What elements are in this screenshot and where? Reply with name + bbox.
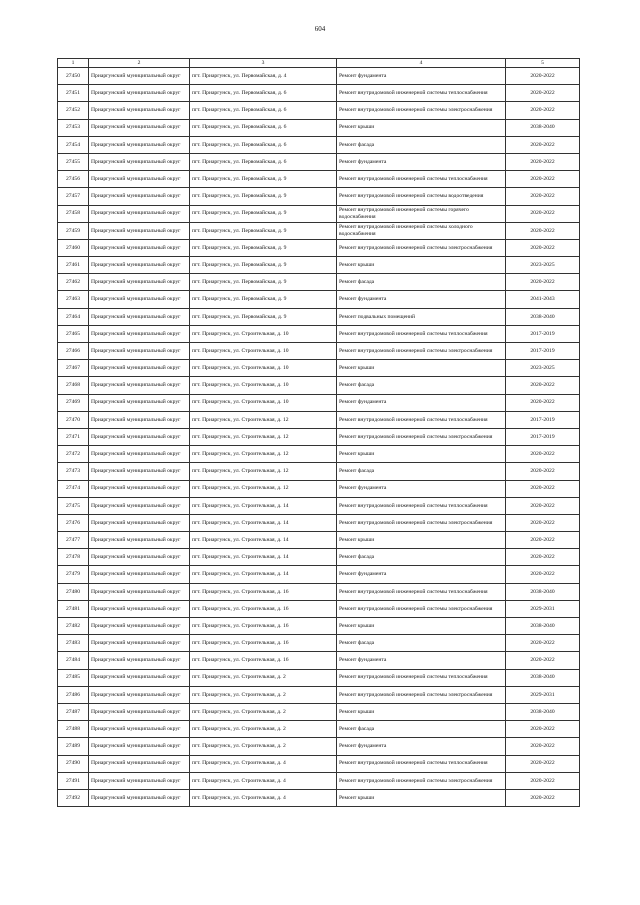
- table-row: [58, 222, 580, 239]
- municipality-cell: Приаргунский муниципальный округ: [89, 686, 190, 703]
- address-cell: пгт. Приаргунск, ул. Первомайская, д. 6: [190, 153, 337, 170]
- municipality-cell: Приаргунский муниципальный округ: [89, 566, 190, 583]
- municipality-cell: Приаргунский муниципальный округ: [89, 205, 190, 222]
- table-row: [58, 102, 580, 119]
- address-cell: пгт. Приаргунск, ул. Строительная, д. 16: [190, 618, 337, 635]
- work-type-cell: Ремонт крыши: [337, 257, 506, 274]
- table-row: [58, 274, 580, 291]
- work-type-cell: Ремонт фундамента: [337, 652, 506, 669]
- municipality-cell: Приаргунский муниципальный округ: [89, 257, 190, 274]
- municipality-cell: Приаргунский муниципальный округ: [89, 119, 190, 136]
- municipality-cell: Приаргунский муниципальный округ: [89, 789, 190, 806]
- address-cell: пгт. Приаргунск, ул. Строительная, д. 4: [190, 789, 337, 806]
- period-cell: 2020-2022: [506, 532, 580, 549]
- municipality-cell: Приаргунский муниципальный округ: [89, 652, 190, 669]
- table-row: [58, 343, 580, 360]
- work-type-cell: Ремонт внутридомовой инженерной системы электроснабжения: [337, 102, 506, 119]
- period-cell: 2020-2022: [506, 566, 580, 583]
- table-header-row: [58, 59, 580, 68]
- row-number-cell: 27492: [58, 789, 89, 806]
- row-number-cell: 27452: [58, 102, 89, 119]
- period-cell: 2041-2043: [506, 291, 580, 308]
- table-row: [58, 738, 580, 755]
- period-cell: 2020-2022: [506, 205, 580, 222]
- address-cell: пгт. Приаргунск, ул. Строительная, д. 2: [190, 686, 337, 703]
- table-row: [58, 755, 580, 772]
- work-type-cell: Ремонт внутридомовой инженерной системы электроснабжения: [337, 772, 506, 789]
- work-type-cell: Ремонт внутридомовой инженерной системы водоотведения: [337, 188, 506, 205]
- municipality-cell: Приаргунский муниципальный округ: [89, 618, 190, 635]
- municipality-cell: Приаргунский муниципальный округ: [89, 772, 190, 789]
- period-cell: 2020-2022: [506, 480, 580, 497]
- period-cell: 2038-2040: [506, 308, 580, 325]
- row-number-cell: 27458: [58, 205, 89, 222]
- municipality-cell: Приаргунский муниципальный округ: [89, 669, 190, 686]
- municipality-cell: Приаргунский муниципальный округ: [89, 239, 190, 256]
- table-row: [58, 721, 580, 738]
- table-row: [58, 789, 580, 806]
- table-row: [58, 497, 580, 514]
- period-cell: 2020-2022: [506, 789, 580, 806]
- row-number-cell: 27464: [58, 308, 89, 325]
- period-cell: 2020-2022: [506, 274, 580, 291]
- row-number-cell: 27474: [58, 480, 89, 497]
- municipality-cell: Приаргунский муниципальный округ: [89, 274, 190, 291]
- address-cell: пгт. Приаргунск, ул. Первомайская, д. 9: [190, 188, 337, 205]
- address-cell: пгт. Приаргунск, ул. Строительная, д. 10: [190, 394, 337, 411]
- municipality-cell: Приаргунский муниципальный округ: [89, 463, 190, 480]
- address-cell: пгт. Приаргунск, ул. Первомайская, д. 9: [190, 257, 337, 274]
- municipality-cell: Приаргунский муниципальный округ: [89, 514, 190, 531]
- table-row: [58, 119, 580, 136]
- table-body: [58, 68, 580, 807]
- row-number-cell: 27478: [58, 549, 89, 566]
- municipality-cell: Приаргунский муниципальный округ: [89, 325, 190, 342]
- table-row: [58, 377, 580, 394]
- work-type-cell: Ремонт внутридомовой инженерной системы холодного водоснабжения: [337, 222, 506, 239]
- work-type-cell: Ремонт внутридомовой инженерной системы теплоснабжения: [337, 411, 506, 428]
- table-row: [58, 308, 580, 325]
- municipality-cell: Приаргунский муниципальный округ: [89, 755, 190, 772]
- work-type-cell: Ремонт внутридомовой инженерной системы теплоснабжения: [337, 669, 506, 686]
- address-cell: пгт. Приаргунск, ул. Строительная, д. 4: [190, 772, 337, 789]
- row-number-cell: 27461: [58, 257, 89, 274]
- table-row: [58, 463, 580, 480]
- address-cell: пгт. Приаргунск, ул. Первомайская, д. 4: [190, 68, 337, 85]
- work-type-cell: Ремонт фасада: [337, 377, 506, 394]
- address-cell: пгт. Приаргунск, ул. Строительная, д. 2: [190, 703, 337, 720]
- table-row: [58, 325, 580, 342]
- table-row: [58, 428, 580, 445]
- work-type-cell: Ремонт фасада: [337, 721, 506, 738]
- row-number-cell: 27456: [58, 171, 89, 188]
- table-row: [58, 446, 580, 463]
- table-row: [58, 360, 580, 377]
- municipality-cell: Приаргунский муниципальный округ: [89, 446, 190, 463]
- period-cell: 2020-2022: [506, 153, 580, 170]
- table-row: [58, 549, 580, 566]
- work-type-cell: Ремонт подвальных помещений: [337, 308, 506, 325]
- address-cell: пгт. Приаргунск, ул. Строительная, д. 10: [190, 343, 337, 360]
- work-type-cell: Ремонт внутридомовой инженерной системы электроснабжения: [337, 428, 506, 445]
- table-row: [58, 153, 580, 170]
- work-type-cell: Ремонт крыши: [337, 119, 506, 136]
- column-header-4: 4: [337, 59, 506, 68]
- period-cell: 2017-2019: [506, 343, 580, 360]
- municipality-cell: Приаргунский муниципальный округ: [89, 222, 190, 239]
- period-cell: 2020-2022: [506, 102, 580, 119]
- municipality-cell: Приаргунский муниципальный округ: [89, 291, 190, 308]
- work-type-cell: Ремонт внутридомовой инженерной системы теплоснабжения: [337, 325, 506, 342]
- work-type-cell: Ремонт фундамента: [337, 394, 506, 411]
- period-cell: 2020-2022: [506, 188, 580, 205]
- period-cell: 2020-2022: [506, 68, 580, 85]
- row-number-cell: 27459: [58, 222, 89, 239]
- row-number-cell: 27463: [58, 291, 89, 308]
- municipality-cell: Приаргунский муниципальный округ: [89, 480, 190, 497]
- table-row: [58, 480, 580, 497]
- work-type-cell: Ремонт фундамента: [337, 566, 506, 583]
- row-number-cell: 27450: [58, 68, 89, 85]
- period-cell: 2038-2040: [506, 119, 580, 136]
- row-number-cell: 27476: [58, 514, 89, 531]
- table-row: [58, 652, 580, 669]
- municipality-cell: Приаргунский муниципальный округ: [89, 411, 190, 428]
- address-cell: пгт. Приаргунск, ул. Строительная, д. 10: [190, 360, 337, 377]
- row-number-cell: 27467: [58, 360, 89, 377]
- table-row: [58, 239, 580, 256]
- address-cell: пгт. Приаргунск, ул. Строительная, д. 2: [190, 738, 337, 755]
- address-cell: пгт. Приаргунск, ул. Строительная, д. 12: [190, 428, 337, 445]
- table-row: [58, 136, 580, 153]
- work-type-cell: Ремонт внутридомовой инженерной системы электроснабжения: [337, 239, 506, 256]
- municipality-cell: Приаргунский муниципальный округ: [89, 428, 190, 445]
- period-cell: 2020-2022: [506, 549, 580, 566]
- address-cell: пгт. Приаргунск, ул. Строительная, д. 14: [190, 549, 337, 566]
- municipality-cell: Приаргунский муниципальный округ: [89, 721, 190, 738]
- row-number-cell: 27473: [58, 463, 89, 480]
- row-number-cell: 27491: [58, 772, 89, 789]
- period-cell: 2038-2040: [506, 618, 580, 635]
- row-number-cell: 27454: [58, 136, 89, 153]
- period-cell: 2017-2019: [506, 325, 580, 342]
- row-number-cell: 27455: [58, 153, 89, 170]
- table-row: [58, 635, 580, 652]
- period-cell: 2020-2022: [506, 394, 580, 411]
- table-row: [58, 583, 580, 600]
- row-number-cell: 27457: [58, 188, 89, 205]
- period-cell: 2020-2022: [506, 652, 580, 669]
- period-cell: 2017-2019: [506, 428, 580, 445]
- work-type-cell: Ремонт крыши: [337, 532, 506, 549]
- period-cell: 2020-2022: [506, 463, 580, 480]
- row-number-cell: 27485: [58, 669, 89, 686]
- address-cell: пгт. Приаргунск, ул. Строительная, д. 10: [190, 325, 337, 342]
- work-type-cell: Ремонт крыши: [337, 618, 506, 635]
- table-row: [58, 205, 580, 222]
- table-row: [58, 532, 580, 549]
- address-cell: пгт. Приаргунск, ул. Строительная, д. 14: [190, 497, 337, 514]
- work-type-cell: Ремонт крыши: [337, 360, 506, 377]
- row-number-cell: 27468: [58, 377, 89, 394]
- address-cell: пгт. Приаргунск, ул. Первомайская, д. 6: [190, 85, 337, 102]
- row-number-cell: 27484: [58, 652, 89, 669]
- work-type-cell: Ремонт внутридомовой инженерной системы электроснабжения: [337, 514, 506, 531]
- work-type-cell: Ремонт фасада: [337, 274, 506, 291]
- work-type-cell: Ремонт фундамента: [337, 480, 506, 497]
- municipality-cell: Приаргунский муниципальный округ: [89, 532, 190, 549]
- period-cell: 2029-2031: [506, 600, 580, 617]
- column-header-3: 3: [190, 59, 337, 68]
- table-row: [58, 703, 580, 720]
- work-type-cell: Ремонт крыши: [337, 446, 506, 463]
- row-number-cell: 27488: [58, 721, 89, 738]
- address-cell: пгт. Приаргунск, ул. Строительная, д. 12: [190, 411, 337, 428]
- page-number: 604: [314, 25, 326, 33]
- address-cell: пгт. Приаргунск, ул. Строительная, д. 12: [190, 480, 337, 497]
- municipality-cell: Приаргунский муниципальный округ: [89, 188, 190, 205]
- row-number-cell: 27486: [58, 686, 89, 703]
- period-cell: 2020-2022: [506, 755, 580, 772]
- table-row: [58, 85, 580, 102]
- municipality-cell: Приаргунский муниципальный округ: [89, 549, 190, 566]
- municipality-cell: Приаргунский муниципальный округ: [89, 68, 190, 85]
- table-row: [58, 514, 580, 531]
- period-cell: 2020-2022: [506, 377, 580, 394]
- address-cell: пгт. Приаргунск, ул. Строительная, д. 12: [190, 463, 337, 480]
- address-cell: пгт. Приаргунск, ул. Строительная, д. 2: [190, 669, 337, 686]
- work-type-cell: Ремонт внутридомовой инженерной системы электроснабжения: [337, 600, 506, 617]
- work-type-cell: Ремонт фасада: [337, 549, 506, 566]
- period-cell: 2020-2022: [506, 721, 580, 738]
- municipality-cell: Приаргунский муниципальный округ: [89, 497, 190, 514]
- address-cell: пгт. Приаргунск, ул. Строительная, д. 16: [190, 652, 337, 669]
- municipality-cell: Приаргунский муниципальный округ: [89, 583, 190, 600]
- work-type-cell: Ремонт внутридомовой инженерной системы теплоснабжения: [337, 85, 506, 102]
- address-cell: пгт. Приаргунск, ул. Первомайская, д. 9: [190, 308, 337, 325]
- period-cell: 2038-2040: [506, 669, 580, 686]
- work-type-cell: Ремонт фасада: [337, 136, 506, 153]
- work-type-cell: Ремонт внутридомовой инженерной системы электроснабжения: [337, 686, 506, 703]
- period-cell: 2029-2031: [506, 686, 580, 703]
- municipality-cell: Приаргунский муниципальный округ: [89, 600, 190, 617]
- table-row: [58, 188, 580, 205]
- address-cell: пгт. Приаргунск, ул. Первомайская, д. 6: [190, 136, 337, 153]
- table-row: [58, 686, 580, 703]
- table-row: [58, 411, 580, 428]
- address-cell: пгт. Приаргунск, ул. Строительная, д. 4: [190, 755, 337, 772]
- work-type-cell: Ремонт фундамента: [337, 738, 506, 755]
- row-number-cell: 27490: [58, 755, 89, 772]
- work-type-cell: Ремонт внутридомовой инженерной системы теплоснабжения: [337, 497, 506, 514]
- address-cell: пгт. Приаргунск, ул. Строительная, д. 12: [190, 446, 337, 463]
- municipality-cell: Приаргунский муниципальный округ: [89, 85, 190, 102]
- address-cell: пгт. Приаргунск, ул. Строительная, д. 14: [190, 514, 337, 531]
- municipality-cell: Приаргунский муниципальный округ: [89, 102, 190, 119]
- row-number-cell: 27466: [58, 343, 89, 360]
- column-header-1: 1: [58, 59, 89, 68]
- row-number-cell: 27465: [58, 325, 89, 342]
- row-number-cell: 27469: [58, 394, 89, 411]
- row-number-cell: 27480: [58, 583, 89, 600]
- period-cell: 2020-2022: [506, 635, 580, 652]
- work-type-cell: Ремонт фундамента: [337, 291, 506, 308]
- table-row: [58, 171, 580, 188]
- table-row: [58, 394, 580, 411]
- row-number-cell: 27489: [58, 738, 89, 755]
- work-type-cell: Ремонт внутридомовой инженерной системы теплоснабжения: [337, 583, 506, 600]
- work-type-cell: Ремонт фасада: [337, 463, 506, 480]
- period-cell: 2020-2022: [506, 85, 580, 102]
- period-cell: 2020-2022: [506, 222, 580, 239]
- address-cell: пгт. Приаргунск, ул. Строительная, д. 16: [190, 583, 337, 600]
- row-number-cell: 27481: [58, 600, 89, 617]
- table-row: [58, 600, 580, 617]
- work-type-cell: Ремонт внутридомовой инженерной системы горячего водоснабжения: [337, 205, 506, 222]
- period-cell: 2020-2022: [506, 772, 580, 789]
- period-cell: 2038-2040: [506, 703, 580, 720]
- work-type-cell: Ремонт крыши: [337, 789, 506, 806]
- municipality-cell: Приаргунский муниципальный округ: [89, 703, 190, 720]
- period-cell: 2020-2022: [506, 514, 580, 531]
- period-cell: 2020-2022: [506, 738, 580, 755]
- address-cell: пгт. Приаргунск, ул. Первомайская, д. 9: [190, 205, 337, 222]
- municipality-cell: Приаргунский муниципальный округ: [89, 308, 190, 325]
- period-cell: 2023-2025: [506, 257, 580, 274]
- municipality-cell: Приаргунский муниципальный округ: [89, 153, 190, 170]
- work-type-cell: Ремонт внутридомовой инженерной системы теплоснабжения: [337, 171, 506, 188]
- address-cell: пгт. Приаргунск, ул. Первомайская, д. 9: [190, 171, 337, 188]
- address-cell: пгт. Приаргунск, ул. Строительная, д. 2: [190, 721, 337, 738]
- row-number-cell: 27479: [58, 566, 89, 583]
- column-header-5: 5: [506, 59, 580, 68]
- row-number-cell: 27462: [58, 274, 89, 291]
- municipality-cell: Приаргунский муниципальный округ: [89, 394, 190, 411]
- repair-schedule-table: [57, 58, 580, 807]
- row-number-cell: 27460: [58, 239, 89, 256]
- address-cell: пгт. Приаргунск, ул. Первомайская, д. 9: [190, 274, 337, 291]
- row-number-cell: 27483: [58, 635, 89, 652]
- address-cell: пгт. Приаргунск, ул. Первомайская, д. 9: [190, 222, 337, 239]
- table-row: [58, 669, 580, 686]
- work-type-cell: Ремонт фундамента: [337, 153, 506, 170]
- row-number-cell: 27487: [58, 703, 89, 720]
- work-type-cell: Ремонт внутридомовой инженерной системы теплоснабжения: [337, 755, 506, 772]
- period-cell: 2020-2022: [506, 136, 580, 153]
- period-cell: 2020-2022: [506, 171, 580, 188]
- row-number-cell: 27472: [58, 446, 89, 463]
- municipality-cell: Приаргунский муниципальный округ: [89, 136, 190, 153]
- work-type-cell: Ремонт внутридомовой инженерной системы электроснабжения: [337, 343, 506, 360]
- row-number-cell: 27470: [58, 411, 89, 428]
- municipality-cell: Приаргунский муниципальный округ: [89, 343, 190, 360]
- period-cell: 2017-2019: [506, 411, 580, 428]
- period-cell: 2020-2022: [506, 239, 580, 256]
- work-type-cell: Ремонт крыши: [337, 703, 506, 720]
- address-cell: пгт. Приаргунск, ул. Первомайская, д. 6: [190, 102, 337, 119]
- work-type-cell: Ремонт фасада: [337, 635, 506, 652]
- address-cell: пгт. Приаргунск, ул. Строительная, д. 16: [190, 635, 337, 652]
- period-cell: 2023-2025: [506, 360, 580, 377]
- table-row: [58, 618, 580, 635]
- address-cell: пгт. Приаргунск, ул. Строительная, д. 14: [190, 532, 337, 549]
- period-cell: 2020-2022: [506, 446, 580, 463]
- address-cell: пгт. Приаргунск, ул. Первомайская, д. 9: [190, 291, 337, 308]
- period-cell: 2020-2022: [506, 497, 580, 514]
- table-row: [58, 68, 580, 85]
- row-number-cell: 27451: [58, 85, 89, 102]
- address-cell: пгт. Приаргунск, ул. Первомайская, д. 6: [190, 119, 337, 136]
- municipality-cell: Приаргунский муниципальный округ: [89, 360, 190, 377]
- period-cell: 2038-2040: [506, 583, 580, 600]
- work-type-cell: Ремонт фундамента: [337, 68, 506, 85]
- row-number-cell: 27475: [58, 497, 89, 514]
- address-cell: пгт. Приаргунск, ул. Строительная, д. 10: [190, 377, 337, 394]
- row-number-cell: 27482: [58, 618, 89, 635]
- address-cell: пгт. Приаргунск, ул. Строительная, д. 14: [190, 566, 337, 583]
- table-row: [58, 566, 580, 583]
- address-cell: пгт. Приаргунск, ул. Первомайская, д. 9: [190, 239, 337, 256]
- row-number-cell: 27471: [58, 428, 89, 445]
- address-cell: пгт. Приаргунск, ул. Строительная, д. 16: [190, 600, 337, 617]
- municipality-cell: Приаргунский муниципальный округ: [89, 171, 190, 188]
- table-row: [58, 772, 580, 789]
- row-number-cell: 27477: [58, 532, 89, 549]
- municipality-cell: Приаргунский муниципальный округ: [89, 738, 190, 755]
- column-header-2: 2: [89, 59, 190, 68]
- row-number-cell: 27453: [58, 119, 89, 136]
- table-row: [58, 257, 580, 274]
- municipality-cell: Приаргунский муниципальный округ: [89, 635, 190, 652]
- table-row: [58, 291, 580, 308]
- municipality-cell: Приаргунский муниципальный округ: [89, 377, 190, 394]
